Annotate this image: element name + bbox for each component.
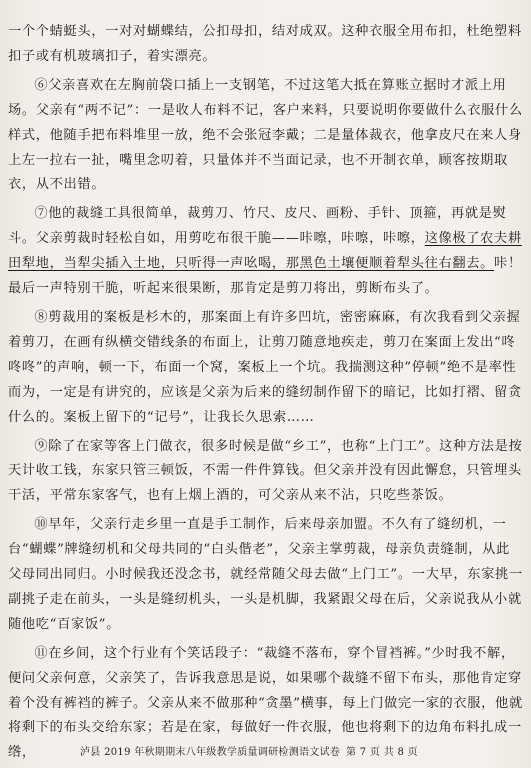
paragraph-8: ⑧剪裁用的案板是杉木的，那案面上有许多凹坑，密密麻麻，有次我看到父亲握着剪刀，在画有纵横交错线条的布面上，让剪刀随意地疾走，剪刀在案面上发出“咚咚咚”的声响，顿一下，布面一个窝，案板上一个坑。我揣测这种“停顿”绝不是率性而为，一定是有讲究的，应该是父亲为后来的缝纫制作留下的暗记，比如打褶、留贪什么的。案板上留下的“记号”，让我长久思索…… (8, 309, 522, 425)
page-number: 第 7 页 共 8 页 (346, 747, 418, 758)
passage-text (8, 20, 523, 766)
paragraph-intro: 一个个蜻蜓头，一对对蝴蝶结，公扣母扣，结对成双。这种衣服全用布扣，杜绝塑料扣子或有机玻璃扣子，着实漂亮。 (8, 24, 522, 64)
paragraph-11: ⑪在乡间，这个行业有个笑话段子：“裁缝不落布，穿个冒裆裤。”少时我不解，便问父亲何意，父亲笑了，告诉我意思是说，如果哪个裁缝不留下布头，那他肯定穿着个没有裤裆的裤子。父亲从来不做那种“贪墨”横事，每上门做完一家的衣服，他就将剩下的布头交给东家；若是在家，每做好一件衣服，他也将剩下的边角布料扎成一绺， (8, 645, 523, 761)
exam-title: 泸县 2019 年秋期期末八年级教学质量调研检测语文试卷 (80, 747, 341, 758)
paragraph-7 (8, 202, 523, 302)
paragraph-7-part-a: ⑦他的裁缝工具很简单，裁剪刀、竹尺、皮尺、画粉、手针、顶箍，再就是熨斗。父亲剪裁时轻松自如，用剪吃布很干脆——咔嚓，咔嚓，咔嚓， (8, 206, 507, 247)
paragraph-10: ⑩早年，父亲行走乡里一直是手工制作，后来母亲加盟。不久有了缝纫机，一台“蝴蝶”牌缝纫机和父母共同的“白头偕老”，父亲主掌剪裁，母亲负责缝制，从此父母同出同归。小时候我还没念书，就经常随父母去做“上门工”。一大早，东家挑一副挑子走在前头，一头是缝纫机头，一头是机脚，我紧跟父母在后，父亲说我从小就随他吃“百家饭”。 (8, 517, 523, 632)
page-footer (80, 743, 520, 758)
paragraph-9: ⑨除了在家等客上门做衣，很多时候是做“乡工”，也称“上门工”。这种方法是按天计收工钱，东家只管三顿饭，不需一件件算钱。但父亲并没有因此懈怠，只管埋头干活，平常东家客气，也有上烟上酒的，可父亲从来不沾，只吃些茶饭。 (8, 438, 523, 504)
paragraph-6: ⑥父亲喜欢在左胸前袋口插上一支钢笔，不过这笔大抵在算账立据时才派上用场。父亲有“两不记”：一是收人布料不记，客户来料，只要说明你要做什么衣服什么样式，他随手把布料堆里一放，绝不会张冠李戴；二是量体裁衣，他拿皮尺在来人身上左一拉右一扯，嘴里念叨着，只量体并不当面记录，也不开制衣单，顾客按期取衣，从不出错。 (8, 77, 523, 193)
paragraph-7-part-b: 咔！最后一声特别干脆，听起来很果断，那肯定是剪刀将出，剪断布头了。 (8, 256, 522, 297)
underlined-sentence: 这像极了农夫耕田犁地，当犁尖插入土地，只听得一声吆喝，那黑色土壤便顺着犁头往右翻去。 (8, 231, 522, 272)
